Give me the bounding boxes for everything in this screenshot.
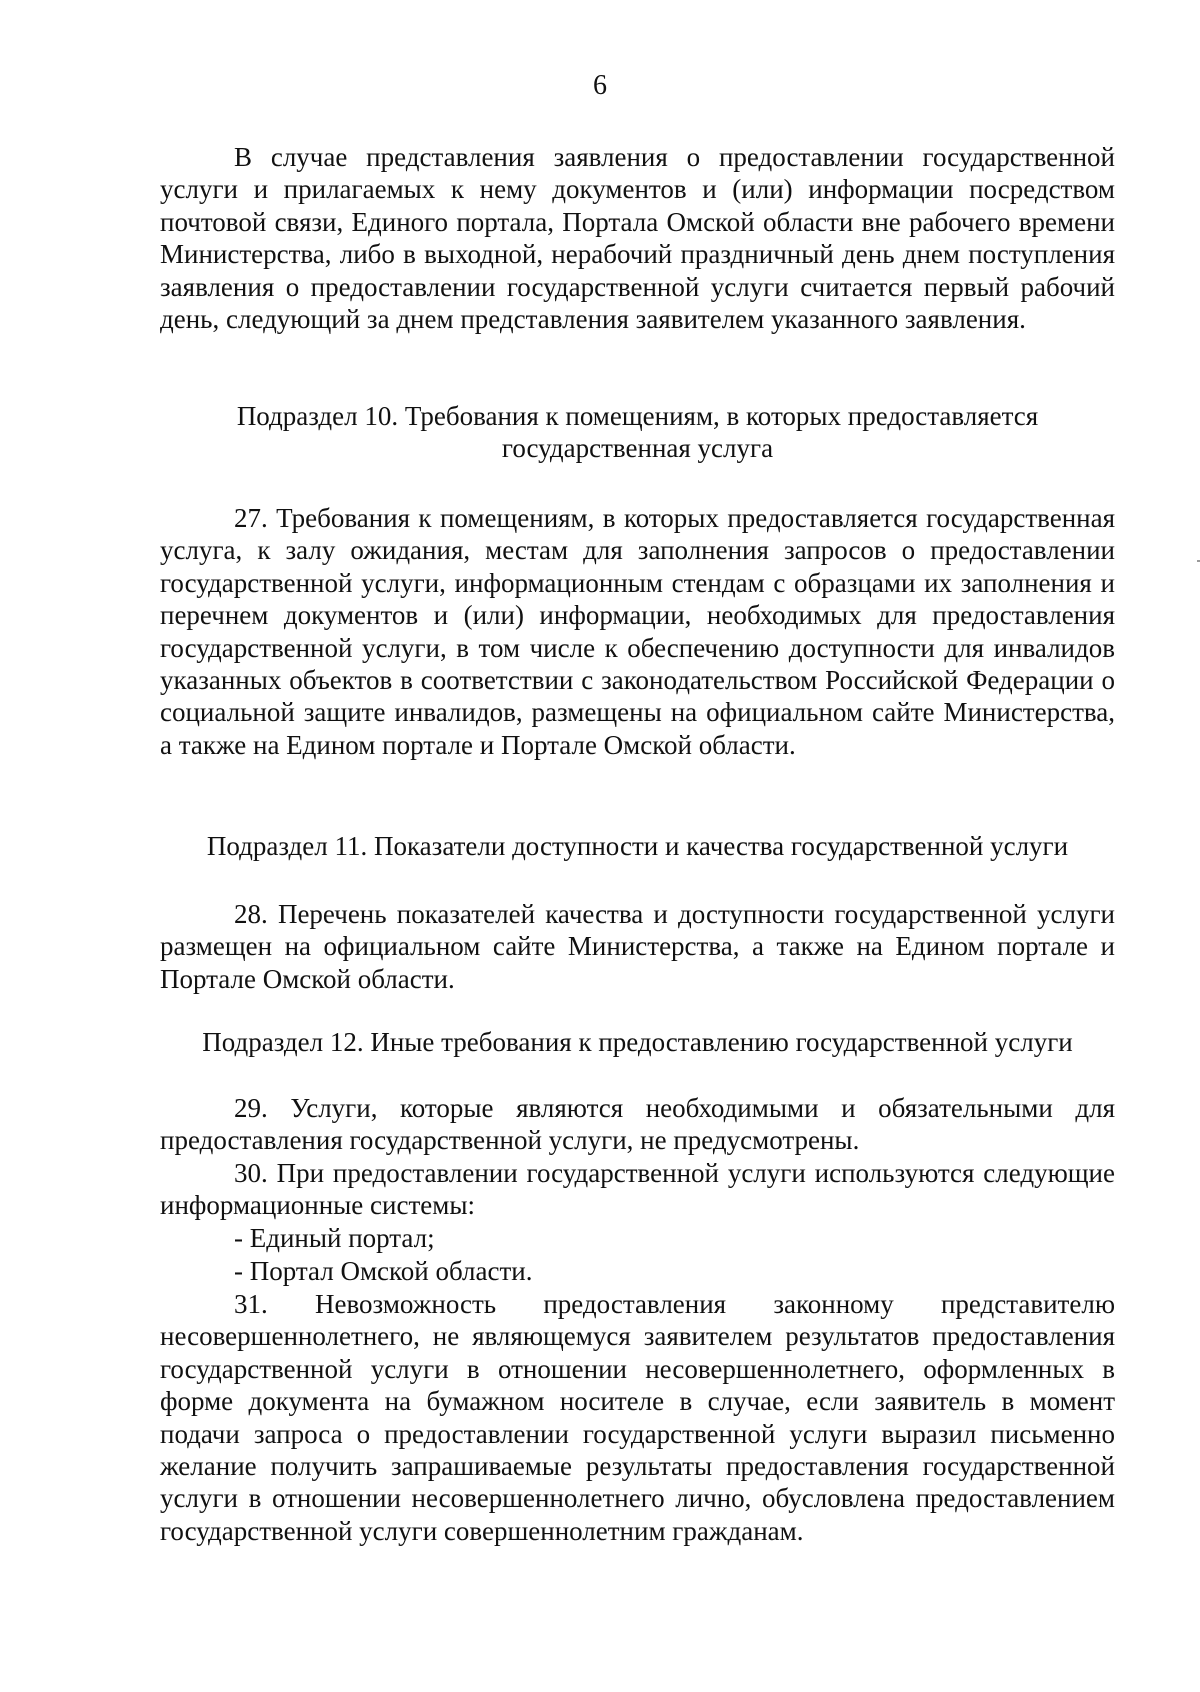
- subsection-heading-10: Подраздел 10. Требования к помещениям, в которых предоставляется государственная услуга: [236, 401, 1039, 464]
- paragraph-31-minor-results: 31. Невозможность предоставления законному представителю несовершеннолетнего, не являющемуся заявителем результатов предоставления государственной услуги в отношении несовершеннолетнего, оформленных в форме документа на бумажном носителе в случае, если заявитель в момент подачи запроса о предоставлении государственной услуги выразил письменно желание получить запрашиваемые результаты предоставления государственной услуги в отношении несовершеннолетнего лично, обусловлена предоставлением государственной услуги совершеннолетним гражданам.: [160, 1289, 1115, 1546]
- list-item-omsk-portal: - Портал Омской области.: [234, 1256, 533, 1286]
- paragraph-30-information-systems: 30. При предоставлении государственной услуги используются следующие информационные системы:: [160, 1158, 1115, 1221]
- paragraph-28-quality-indicators: 28. Перечень показателей качества и доступности государственной услуги размещен на официальном сайте Министерства, а также на Едином портале и Портале Омской области.: [160, 899, 1115, 994]
- paragraph-29-required-services: 29. Услуги, которые являются необходимыми и обязательными для предоставления государственной услуги, не предусмотрены.: [160, 1093, 1115, 1156]
- page-number: 6: [593, 70, 607, 101]
- paragraph-submission-time: В случае представления заявления о предоставлении государственной услуги и прилагаемых к нему документов и (или) информации посредством почтовой связи, Единого портала, Портала Омской области вне рабочего времени Министерства, либо в выходной, нерабочий праздничный день днем поступления заявления о предоставлении государственной услуги считается первый рабочий день, следующий за днем представления заявителем указанного заявления.: [160, 142, 1115, 335]
- subsection-heading-12: Подраздел 12. Иные требования к предоставлению государственной услуги: [202, 1027, 1073, 1057]
- list-item-unified-portal: - Единый портал;: [234, 1223, 435, 1253]
- paragraph-27-premises-requirements: 27. Требования к помещениям, в которых предоставляется государственная услуга, к залу ожидания, местам для заполнения запросов о предоставлении государственной услуги, информационным стендам с образцами их заполнения и перечнем документов и (или) информации, необходимых для предоставления государственной услуги, в том числе к обеспечению доступности для инвалидов указанных объектов в соответствии с законодательством Российской Федерации о социальной защите инвалидов, размещены на официальном сайте Министерства, а также на Едином портале и Портале Омской области.: [160, 503, 1115, 760]
- subsection-heading-11: Подраздел 11. Показатели доступности и качества государственной услуги: [206, 831, 1069, 861]
